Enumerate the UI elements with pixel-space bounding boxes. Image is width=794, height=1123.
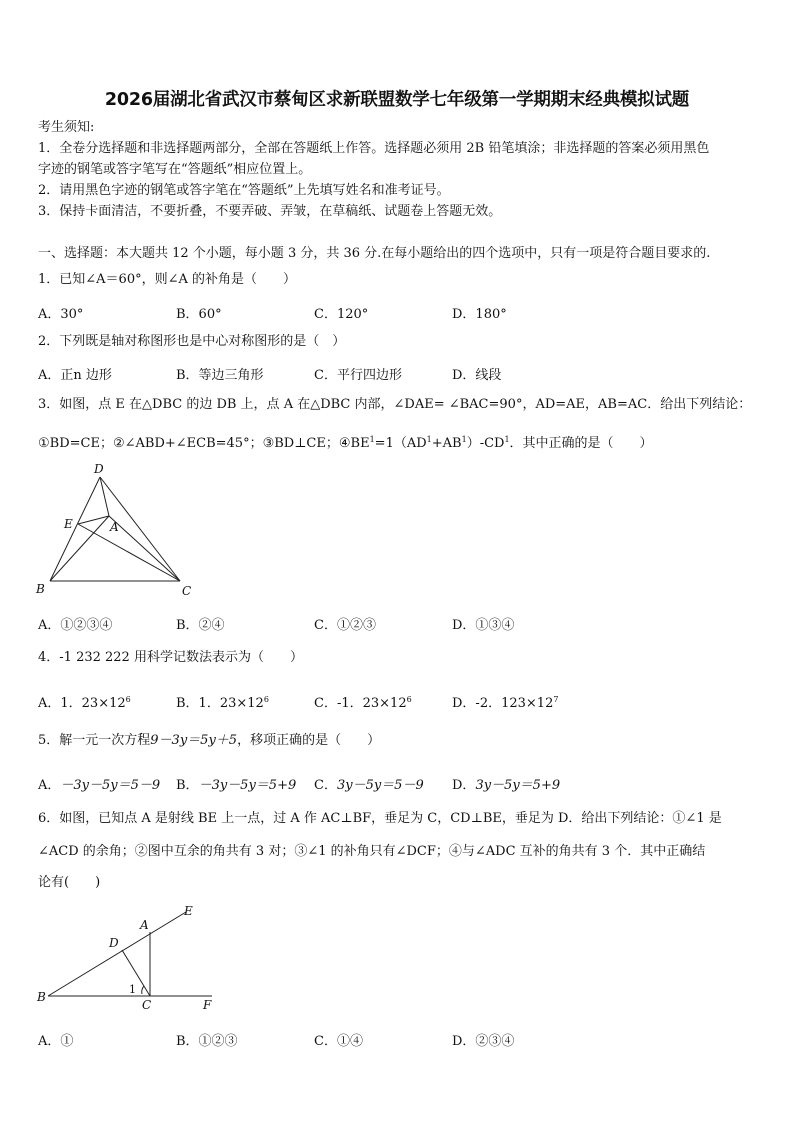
- ray-BE: [48, 912, 186, 996]
- question-1-stem: 1．已知∠A＝60°，则∠A 的补角是（ ）: [38, 272, 297, 287]
- q3-option-d[interactable]: D．①③④: [452, 618, 515, 633]
- label-C: C: [182, 584, 192, 598]
- q2-option-d[interactable]: D．线段: [452, 368, 502, 383]
- q4-option-c[interactable]: C．-1．$23\times 12^6$: [314, 695, 412, 711]
- label-C: C: [142, 998, 152, 1012]
- seg-AB: [50, 516, 109, 581]
- q1-option-b[interactable]: B．60°: [176, 307, 222, 322]
- label-E: E: [64, 517, 73, 531]
- q6-option-c[interactable]: C．①④: [314, 1034, 363, 1049]
- label-E: E: [184, 904, 193, 918]
- q6-option-a[interactable]: A．①: [38, 1034, 74, 1049]
- angle-1-arc: [142, 986, 144, 994]
- q1-option-c[interactable]: C．120°: [314, 307, 369, 322]
- notice-heading: 考生须知:: [38, 120, 95, 135]
- label-angle-1: 1: [129, 983, 136, 996]
- page-title: 2026届湖北省武汉市蔡甸区求新联盟数学七年级第一学期期末经典模拟试题: [104, 90, 690, 110]
- q2-option-b[interactable]: B．等边三角形: [176, 368, 264, 383]
- label-B: B: [36, 582, 45, 596]
- seg-CD: [122, 950, 150, 996]
- q3-option-a[interactable]: A．①②③④: [38, 618, 113, 633]
- section-heading: 一、选择题：本大题共 12 个小题，每小题 3 分，共 36 分.在每小题给出的四个选项中，只有一项是符合题目要求的.: [38, 246, 711, 261]
- notice-line: 3．保持卡面清洁，不要折叠，不要弄破、弄皱，在草稿纸、试题卷上答题无效。: [38, 204, 502, 219]
- q2-option-a[interactable]: A．正n 边形: [38, 368, 112, 383]
- q5-option-c[interactable]: C．3y－5y＝5－9: [314, 778, 424, 793]
- q1-option-d[interactable]: D．180°: [452, 307, 507, 322]
- question-5-stem: 5．解一元一次方程9－3y＝5y＋5，移项正确的是（ ）: [38, 733, 381, 748]
- q6-option-d[interactable]: D．②③④: [452, 1034, 515, 1049]
- label-F: F: [203, 998, 212, 1012]
- notice-line: 字迹的钢笔或答字笔写在“答题纸”相应位置上。: [38, 162, 312, 177]
- question-3-conclusions: ①BD=CE；②∠ABD+∠ECB=45°；③BD⊥CE；$④BE^1=1(AD^1+AB^1)-CD^1$．其中正确的是（ ）: [38, 435, 653, 451]
- q3-option-b[interactable]: B．②④: [176, 618, 225, 633]
- label-B: B: [37, 990, 46, 1004]
- question-6-stem-line: 论有( ): [38, 875, 101, 890]
- seg-EA: [78, 516, 109, 524]
- label-D: D: [94, 462, 104, 476]
- q3-figure: [30, 460, 210, 600]
- q5-option-a[interactable]: A．－3y－5y＝5－9: [38, 778, 161, 793]
- question-3-stem: 3．如图，点 E 在△DBC 的边 DB 上，点 A 在△DBC 内部，∠DAE= ∠BAC=90°，AD=AE，AB=AC．给出下列结论：: [38, 397, 752, 412]
- q4-option-b[interactable]: B．1．$23\times 12^6$: [176, 695, 269, 711]
- q6-figure: [30, 898, 230, 1016]
- question-4-stem: 4．-1 232 222 用科学记数法表示为（ ）: [38, 650, 303, 665]
- q4-option-d[interactable]: D．-2．$123\times 12^7$: [452, 695, 559, 711]
- notice-line: 1．全卷分选择题和非选择题两部分，全部在答题纸上作答。选择题必须用 2B 铅笔填涂；非选择题的答案必须用黑色: [38, 141, 710, 156]
- label-D: D: [109, 936, 119, 950]
- q4-option-a[interactable]: A．1．$23\times 12^6$: [38, 695, 131, 711]
- q5-option-b[interactable]: B．－3y－5y＝5+9: [176, 778, 297, 793]
- question-6-stem-line: 6．如图，已知点 A 是射线 BE 上一点，过 A 作 AC⊥BF，垂足为 C，CD⊥BE，垂足为 D．给出下列结论：①∠1 是: [38, 811, 722, 826]
- question-6-stem-line: ∠ACD 的余角；②图中互余的角共有 3 对；③∠1 的补角只有∠DCF；④与∠ADC 互补的角共有 3 个．其中正确结: [38, 844, 706, 859]
- seg-EC: [78, 524, 180, 581]
- q5-option-d[interactable]: D．3y－5y＝5+9: [452, 778, 561, 793]
- q3-option-c[interactable]: C．①②③: [314, 618, 376, 633]
- seg-AC: [109, 516, 180, 581]
- question-2-stem: 2．下列既是轴对称图形也是中心对称图形的是（ ）: [38, 334, 346, 349]
- label-A: A: [140, 918, 149, 932]
- q1-option-a[interactable]: A．30°: [38, 307, 84, 322]
- notice-line: 2．请用黑色字迹的钢笔或答字笔在“答题纸”上先填写姓名和准考证号。: [38, 183, 450, 198]
- q6-option-b[interactable]: B．①②③: [176, 1034, 238, 1049]
- label-A: A: [110, 520, 119, 534]
- q2-option-c[interactable]: C．平行四边形: [314, 368, 402, 383]
- seg-DB: [50, 477, 100, 581]
